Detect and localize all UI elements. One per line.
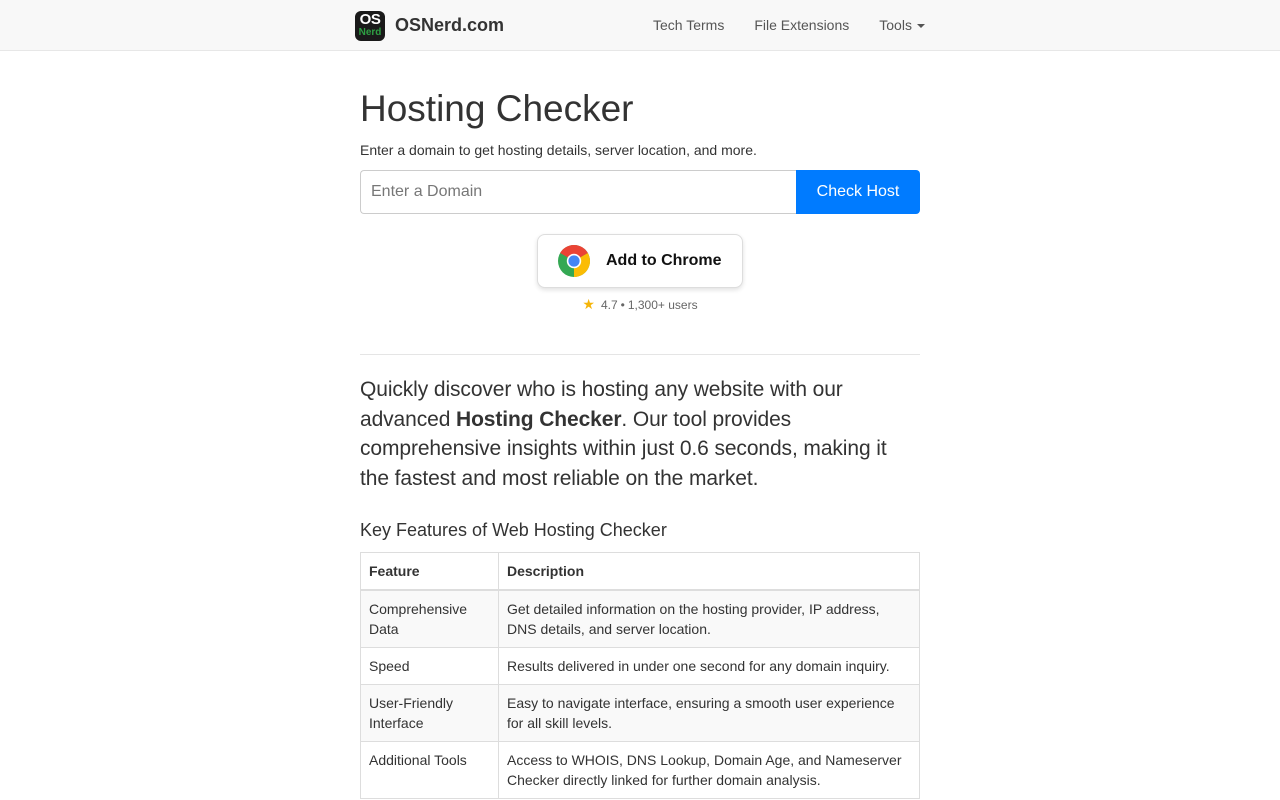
table-row [361,685,920,742]
nav-item-tools-label: Tools [879,17,912,33]
extension-rating [360,296,920,313]
brand-link[interactable] [355,10,504,41]
feature-cell: Speed [361,648,499,685]
star-icon: ★ [582,296,595,312]
features-heading: Key Features of Web Hosting Checker [360,520,667,540]
intro-text-after: . Our tool provides comprehensive insights within just 0.6 seconds, making it the fastest and most reliable on the market. [360,407,887,490]
rating-value: 4.7 [600,297,618,312]
logo-top-text: OS [359,10,381,28]
domain-input[interactable] [360,170,796,214]
column-header-feature: Feature [361,553,499,591]
intro-paragraph [360,375,920,493]
logo-bottom-text: Nerd [358,26,382,38]
nav-item-tech-terms[interactable]: Tech Terms [653,17,725,33]
description-cell: Get detailed information on the hosting provider, IP address, DNS details, and server location. [499,590,920,648]
rating-separator: • [620,297,625,312]
rating-users: 1,300+ users [627,297,698,312]
domain-search-form [360,170,920,214]
page-subtitle: Enter a domain to get hosting details, server location, and more. [360,142,757,158]
feature-cell: User-Friendly Interface [361,685,499,742]
osnerd-logo-icon [355,11,385,41]
description-cell: Easy to navigate interface, ensuring a smooth user experience for all skill levels. [499,685,920,742]
intro-text-before: Quickly discover who is hosting any website with our advanced [360,378,843,431]
add-to-chrome-label: Add to Chrome [606,252,722,269]
feature-cell: Additional Tools [361,742,499,799]
table-row [361,742,920,799]
feature-cell: Comprehensive Data [361,590,499,648]
features-table [360,552,920,799]
description-cell: Access to WHOIS, DNS Lookup, Domain Age, and Nameserver Checker directly linked for further domain analysis. [499,742,920,799]
nav-item-tools[interactable] [864,17,940,33]
main-nav [638,0,940,50]
page-title: Hosting Checker [360,88,634,129]
intro-text-bold: Hosting Checker [456,407,622,431]
navbar [0,0,1280,51]
caret-down-icon [917,24,925,28]
table-header-row [361,553,920,591]
brand-name[interactable]: OSNerd.com [395,15,505,35]
column-header-description: Description [499,553,920,591]
check-host-button[interactable]: Check Host [796,170,920,214]
table-row [361,590,920,648]
section-divider [360,354,920,355]
nav-item-file-extensions[interactable]: File Extensions [754,17,850,33]
table-row [361,648,920,685]
description-cell: Results delivered in under one second for any domain inquiry. [499,648,920,685]
chrome-icon [558,245,590,277]
add-to-chrome-button[interactable] [537,234,743,288]
